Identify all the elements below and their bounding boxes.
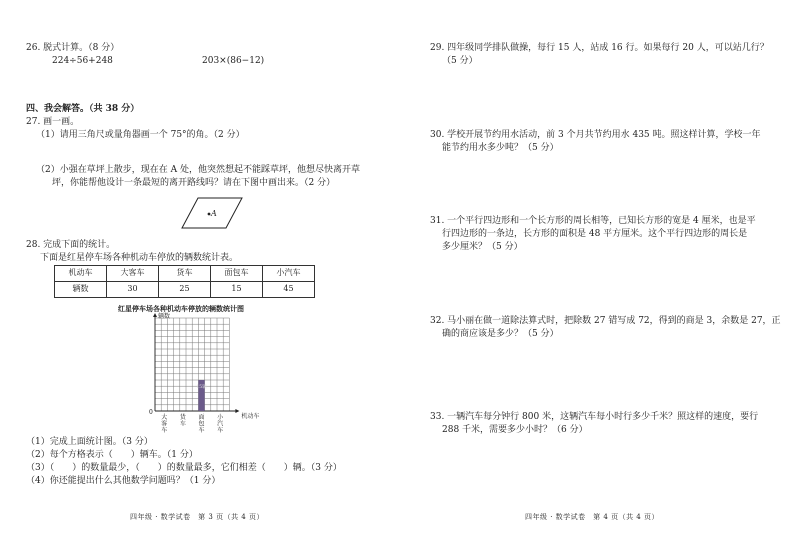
q33-line2: 288 千米，需要多少小时？（6 分） <box>442 425 588 435</box>
page-footer: 四年级 · 数学试卷 第 4 页（共 4 页） <box>525 513 659 521</box>
x-tick-label: 汽 <box>217 420 224 428</box>
q28-part1: （1）完成上面统计图。（3 分） <box>26 437 153 447</box>
q28-desc: 下面是红星停车场各种机动车停放的辆数统计表。 <box>40 253 239 263</box>
q31-line3: 多少厘米？（5 分） <box>442 242 523 252</box>
table-cell: 25 <box>159 282 211 298</box>
q30-line2: 能节约用水多少吨？（5 分） <box>442 143 559 153</box>
q29-line2: （5 分） <box>442 56 478 66</box>
page-4 <box>397 0 794 550</box>
table-cell: 45 <box>263 282 315 298</box>
vehicle-bar-chart <box>140 312 320 437</box>
q31-line1: 31. 一个平行四边形和一个长方形的周长相等，已知长方形的宽是 4 厘米，也是平 <box>430 216 756 226</box>
chart-title: 红星停车场各种机动车停放的辆数统计图 <box>118 304 244 313</box>
y-axis-arrow <box>153 313 157 317</box>
table-header-cell: 货车 <box>159 266 211 282</box>
q30-line1: 30. 学校开展节约用水活动，前 3 个月共节约用水 435 吨。照这样计算，学校一年 <box>430 130 761 140</box>
bar-data-label: 15辆 <box>196 385 207 390</box>
table-header-cell: 小汽车 <box>263 266 315 282</box>
x-tick-label: 车 <box>217 427 224 434</box>
x-tick-label: 客 <box>161 420 168 428</box>
x-tick-label: 小 <box>217 414 224 421</box>
q27-part1: （1）请用三角尺或量角器画一个 75°的角。（2 分） <box>36 130 245 140</box>
table-cell: 15 <box>211 282 263 298</box>
q28-title: 28. 完成下面的统计。 <box>26 240 116 250</box>
y-axis-label: 辆数 <box>158 313 171 320</box>
axis-origin-label: 0 <box>149 409 153 416</box>
x-axis-arrow <box>235 409 239 413</box>
x-tick-label: 面 <box>198 414 205 421</box>
q27-part2-line1: （2）小强在草坪上散步，现在在 A 处，他突然想起不能踩草坪，他想尽快离开草 <box>36 165 360 175</box>
q33-line1: 33. 一辆汽车每分钟行 800 米，这辆汽车每小时行多少千米？照这样的速度，要行 <box>430 412 759 422</box>
table-header-cell: 机动车 <box>55 266 107 282</box>
point-a-label: A <box>211 209 217 218</box>
x-tick-label: 包 <box>198 420 205 428</box>
vehicle-stats-table <box>54 265 315 298</box>
x-tick-label: 车 <box>179 420 186 428</box>
table-header-cell: 大客车 <box>107 266 159 282</box>
table-header-cell: 面包车 <box>211 266 263 282</box>
table-cell: 30 <box>107 282 159 298</box>
q32-line1: 32. 马小丽在做一道除法算式时，把除数 27 错写成 72，得到的商是 3，余数是 27，正 <box>430 316 781 326</box>
x-tick-label: 车 <box>161 427 168 434</box>
table-row-label: 辆数 <box>55 282 107 298</box>
table-row <box>55 266 315 282</box>
q31-line2: 行四边形的一条边，长方形的面积是 48 平方厘米。这个平行四边形的周长是 <box>442 229 748 239</box>
q26-expr2: 203×(86−12) <box>202 56 265 66</box>
page-footer: 四年级 · 数学试卷 第 3 页（共 4 页） <box>130 513 264 521</box>
table-row <box>55 282 315 298</box>
q26-expr1: 224÷56+248 <box>52 56 113 66</box>
q27-title: 27. 画一画。 <box>26 117 80 127</box>
q28-part4: （4）你还能提出什么其他数学问题吗？（1 分） <box>26 476 221 486</box>
x-axis-label: 机动车 <box>241 413 260 420</box>
q28-part2: （2）每个方格表示（ ）辆车。（1 分） <box>26 450 198 460</box>
x-tick-label: 大 <box>161 414 168 421</box>
point-a <box>208 213 211 216</box>
x-tick-label: 货 <box>179 414 186 421</box>
x-tick-label: 车 <box>198 427 205 434</box>
q32-line2: 确的商应该是多少？（5 分） <box>442 329 559 339</box>
q29-line1: 29. 四年级同学排队做操，每行 15 人，站成 16 行。如果每行 20 人，可以站几行？ <box>430 43 769 53</box>
q27-part2-line2: 坪，你能帮他设计一条最短的离开路线吗？请在下图中画出来。（2 分） <box>52 178 336 188</box>
q26-title: 26. 脱式计算。（8 分） <box>26 43 120 53</box>
q28-part3: （3）（ ）的数量最少，（ ）的数量最多，它们相差（ ）辆。（3 分） <box>26 463 342 473</box>
section4-heading: 四、我会解答。（共 38 分） <box>26 104 140 114</box>
